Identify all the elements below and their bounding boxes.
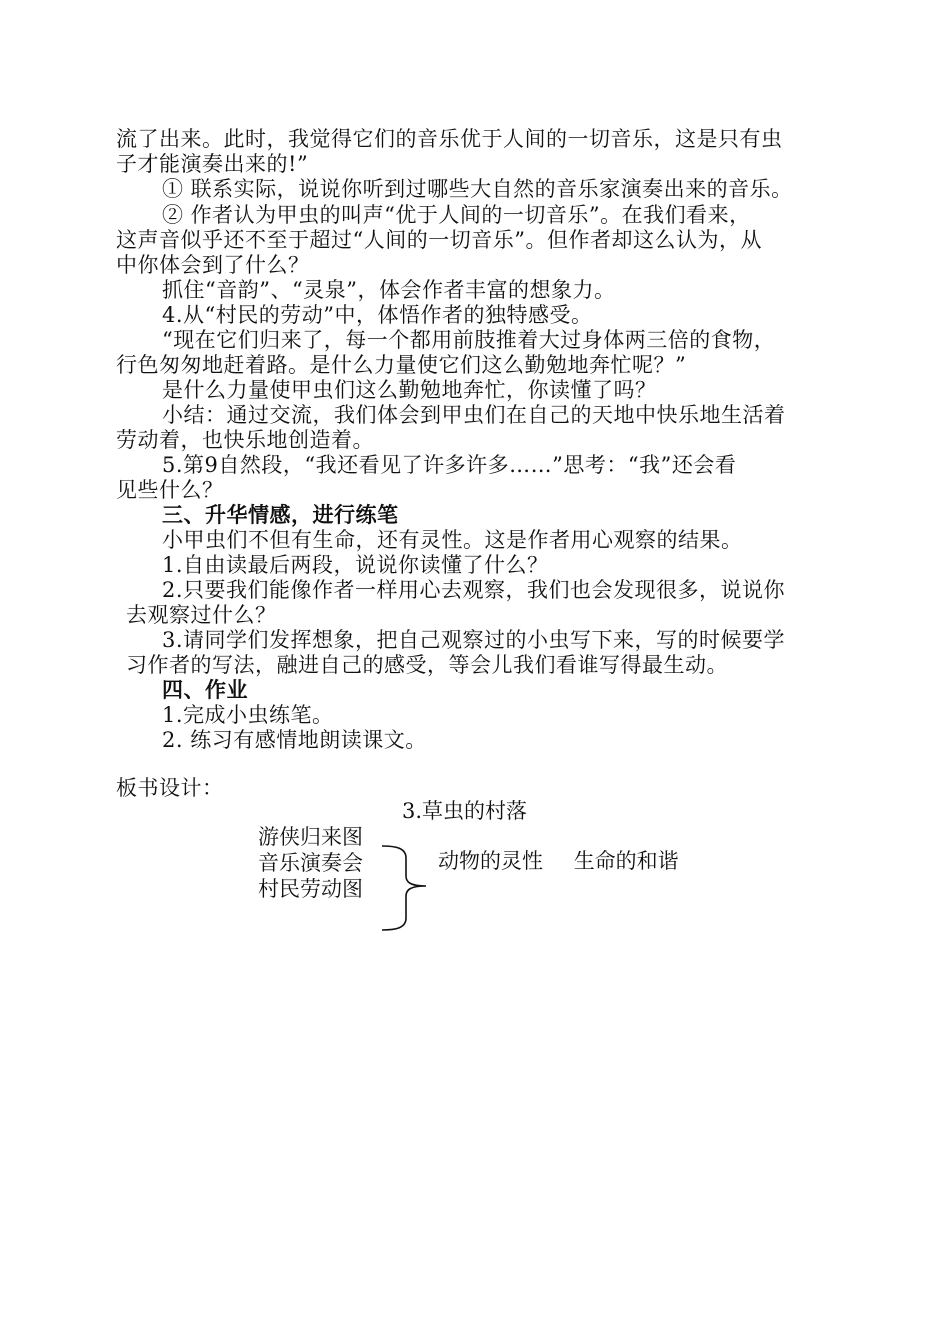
section-heading: 四、作业 [162,677,248,702]
paragraph-line: 2. 练习有感情地朗读课文。 [162,728,427,752]
paragraph-line: 小结：通过交流，我们体会到甲虫们在自己的天地中快乐地生活着 [162,403,786,427]
board-left-item: 音乐演奏会 [258,851,363,875]
paragraph-line: 5.第9自然段，“我还看见了许多许多……”思考：“我”还会看 [162,453,737,477]
section-heading: 三、升华情感，进行练笔 [162,502,399,527]
paragraph-line: 去观察过什么？ [126,603,277,627]
paragraph-line: 中你体会到了什么？ [116,253,310,277]
board-right-list [438,848,703,874]
paragraph-line: 流了出来。此时，我觉得它们的音乐优于人间的一切音乐，这是只有虫 [116,127,783,151]
paragraph-line: 1.完成小虫练笔。 [162,703,334,727]
paragraph-line: 4.从“村民的劳动”中，体悟作者的独特感受。 [162,303,593,327]
paragraph-line: 3.请同学们发挥想象，把自己观察过的小虫写下来，写的时候要学 [162,628,786,652]
paragraph-line: 2.只要我们能像作者一样用心去观察，我们也会发现很多，说说你 [162,578,786,602]
paragraph-line: “现在它们归来了，每一个都用前肢推着大过身体两三倍的食物， [162,328,776,352]
paragraph-line: 见些什么？ [116,478,224,502]
paragraph-line: 行色匆匆地赶着路。是什么力量使它们这么勤勉地奔忙呢？” [116,353,687,377]
paragraph-line: 抓住“音韵”、“灵泉”，体会作者丰富的想象力。 [162,278,616,302]
paragraph-line: 这声音似乎还不至于超过“人间的一切音乐”。但作者却这么认为，从 [116,228,762,252]
paragraph-line: 1.自由读最后两段，说说你读懂了什么？ [162,553,549,577]
board-design-heading: 板书设计： [116,776,224,800]
board-left-item: 游侠归来图 [258,825,363,849]
paragraph-line: 子才能演奏出来的!” [116,152,309,176]
paragraph-line: 是什么力量使甲虫们这么勤勉地奔忙，你读懂了吗？ [162,378,657,402]
paragraph-line: 小甲虫们不但有生命，还有灵性。这是作者用心观察的结果。 [162,528,743,552]
board-right-item: 生命的和谐 [573,849,679,873]
board-title: 3.草虫的村落 [402,799,528,823]
board-right-item: 动物的灵性 [438,849,543,873]
curly-brace-icon [378,842,438,934]
paragraph-line: ② 作者认为甲虫的叫声“优于人间的一切音乐”。在我们看来， [162,203,751,227]
paragraph-line: ① 联系实际，说说你听到过哪些大自然的音乐家演奏出来的音乐。 [162,177,793,201]
paragraph-line: 劳动着，也快乐地创造着。 [116,428,374,452]
board-left-list [258,824,363,902]
paragraph-line: 习作者的写法，融进自己的感受，等会儿我们看谁写得最生动。 [126,653,728,677]
board-left-item: 村民劳动图 [258,877,363,901]
